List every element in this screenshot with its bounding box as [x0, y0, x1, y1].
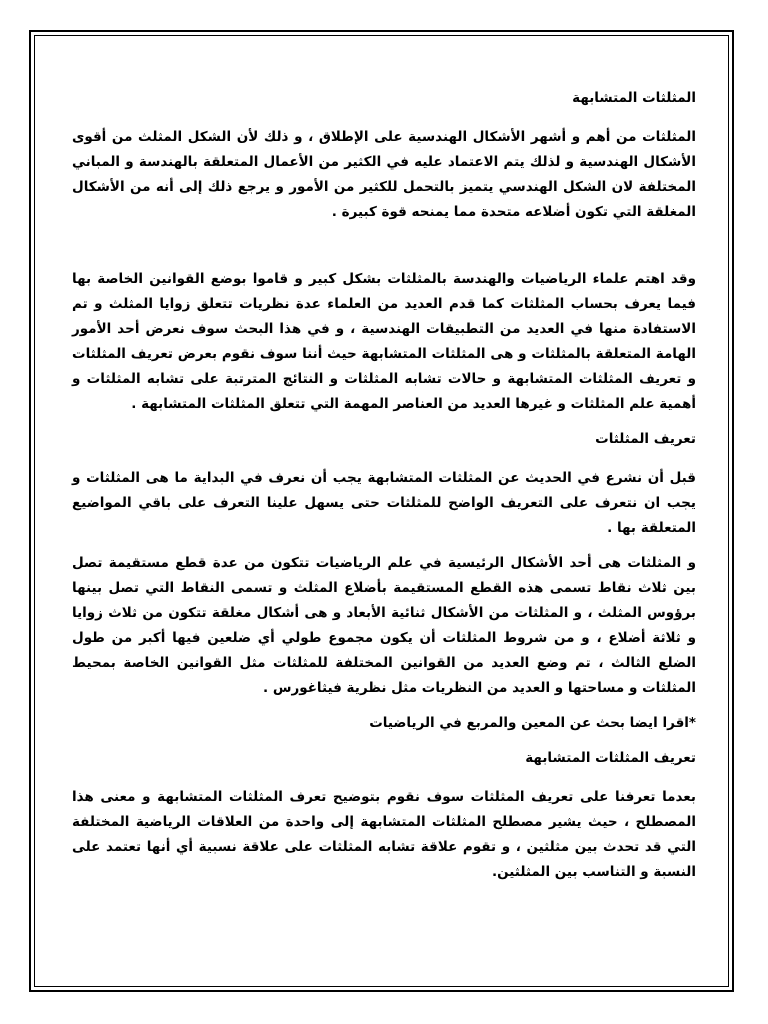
- document-title: المثلثات المتشابهة: [572, 90, 696, 106]
- paragraph-triangle-definition: و المثلثات هى أحد الأشكال الرئيسية في علم الرياضيات تتكون من عدة قطع مستقيمة تصل بين ثلاث نقاط تسمى هذه القطع المستقيمة بأضلاع المثلث و تسمى النقاط التي تصل بينها برؤوس المثلث ، و المثلثات من الأشكال ثنائية الأبعاد و هى أشكال مغلقة تتكون من ثلاث زوايا و ثلاثة أضلاع ، و من شروط المثلثات أن يكون مجموع طولي أي ضلعين فيها أكبر من طول الضلع الثالث ، تم وضع العديد من القوانين المختلفة للمثلثات مثل القوانين الخاصة بمحيط المثلثات و مساحتها و العديد من النظريات مثل نظرية فيثاغورس .: [72, 555, 696, 696]
- heading-triangle-definition: تعريف المثلثات: [595, 431, 696, 447]
- read-also-note: *اقرا ايضا بحث عن المعين والمربع في الرياضيات: [369, 715, 696, 731]
- document-body: [72, 86, 696, 885]
- paragraph-similar-triangles: بعدما تعرفنا على تعريف المثلثات سوف نقوم بتوضيح تعرف المثلثات المتشابهة و معنى هذا المصطلح ، حيث يشير مصطلح المثلثات المتشابهة إلى واحدة من العلاقات الرياضية المختلفة التي قد تحدث بين مثلثين ، و تقوم علاقة تشابه المثلثات على علاقة نسبية أي أنها تعتمد على النسبة و التناسب بين المثلثين.: [72, 789, 696, 880]
- paragraph-scientists: وقد اهتم علماء الرياضيات والهندسة بالمثلثات بشكل كبير و قاموا بوضع القوانين الخاصة بها فيما يعرف بحساب المثلثات كما قدم العديد من العلماء عدة نظريات تتعلق زوايا المثلث و تم الاستفادة منها في العديد من التطبيقات الهندسية ، و في هذا البحث سوف نعرض أحد الأمور الهامة المتعلقة بالمثلثات و هى المثلثات المتشابهة حيث أننا سوف نقوم بعرض تعريف المثلثات و تعريف المثلثات المتشابهة و حالات تشابه المثلثات و النتائج المترتبة على تشابه المثلثات و أهمية علم المثلثات و غيرها العديد من العناصر المهمة التي تتعلق المثلثات المتشابهة .: [72, 271, 696, 412]
- paragraph-before-definition: قبل أن نشرع في الحديث عن المثلثات المتشابهة يجب أن نعرف في البداية ما هى المثلثات و يجب ان نتعرف على التعريف الواضح للمثلثات حتى يسهل علينا التعرف على باقي المواضيع المتعلقة بها .: [72, 470, 696, 536]
- paragraph-intro: المثلثات من أهم و أشهر الأشكال الهندسية على الإطلاق ، و ذلك لأن الشكل المثلث من أقوى الأشكال الهندسية و لذلك يتم الاعتماد عليه في الكثير من الأعمال المتعلقة بالهندسة و المباني المختلفة لان الشكل الهندسي يتميز بالتحمل للكثير من الأمور و يرجع ذلك إلى أنه من الأشكال المغلقة التي تكون أضلاعه متحدة مما يمنحه قوة كبيرة .: [72, 129, 696, 220]
- heading-similar-triangles: تعريف المثلثات المتشابهة: [525, 750, 696, 766]
